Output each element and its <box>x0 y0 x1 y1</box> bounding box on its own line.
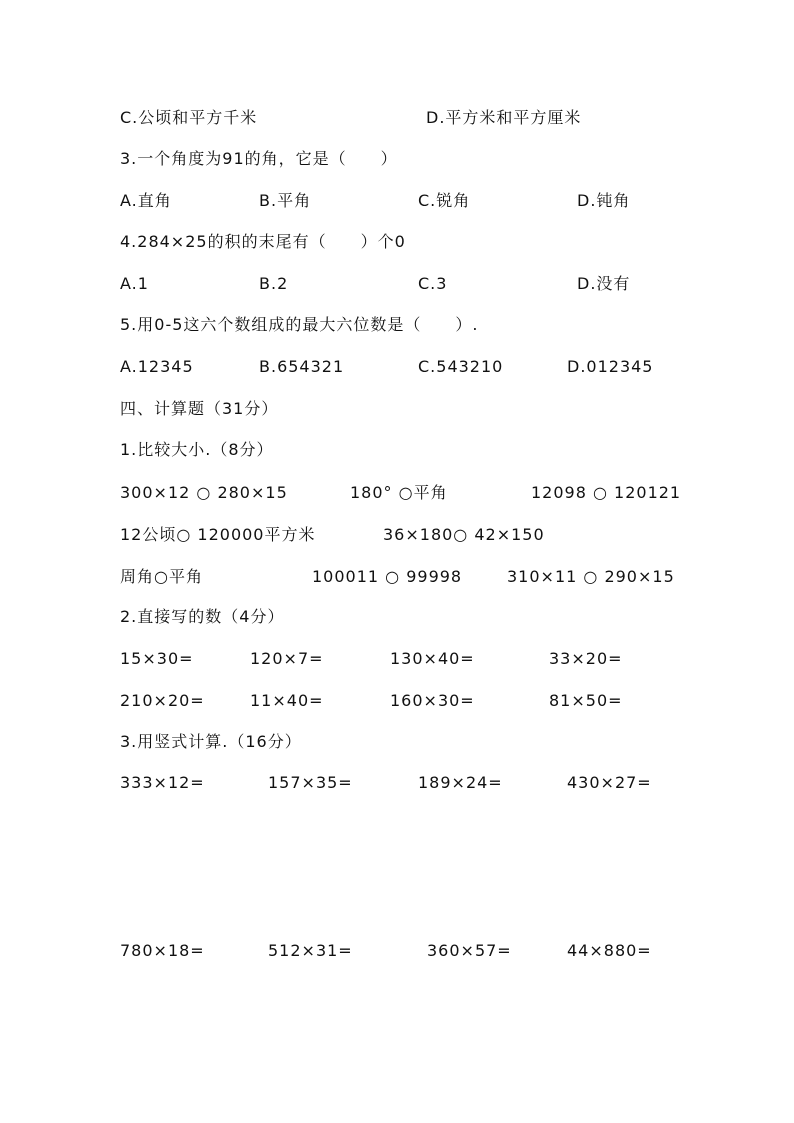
section-heading <box>0 396 794 422</box>
vertical-item: 430×27= <box>567 773 652 792</box>
vertical-item: 333×12= <box>120 773 205 792</box>
compare-item: 180° ○平角 <box>350 483 448 502</box>
direct-item: 160×30= <box>390 691 475 710</box>
vertical-item: 512×31= <box>268 941 353 960</box>
section-heading-text: 四、计算题（31分） <box>120 399 279 418</box>
q5-option-c: C.543210 <box>418 357 504 376</box>
vertical-item: 189×24= <box>418 773 503 792</box>
compare-item: 12098 ○ 120121 <box>531 483 682 502</box>
direct-item: 11×40= <box>250 691 324 710</box>
direct-item: 81×50= <box>549 691 623 710</box>
compare-title <box>0 437 794 463</box>
q2-option-c: C.公顷和平方千米 <box>120 108 258 127</box>
direct-row-1 <box>0 646 794 672</box>
compare-item: 300×12 ○ 280×15 <box>120 483 288 502</box>
vertical-item: 44×880= <box>567 941 652 960</box>
q5-option-a: A.12345 <box>120 357 194 376</box>
q5-options-row <box>0 354 794 380</box>
q3-question <box>0 146 794 172</box>
q4-option-a: A.1 <box>120 274 149 293</box>
q3-option-a: A.直角 <box>120 191 172 210</box>
compare-item: 100011 ○ 99998 <box>312 567 463 586</box>
direct-item: 120×7= <box>250 649 324 668</box>
q3-options-row <box>0 188 794 214</box>
q5-option-d: D.012345 <box>567 357 654 376</box>
q3-option-b: B.平角 <box>259 191 312 210</box>
vertical-row-2 <box>0 938 794 964</box>
q4-option-d: D.没有 <box>577 274 631 293</box>
q3-option-c: C.锐角 <box>418 191 471 210</box>
q2-option-d: D.平方米和平方厘米 <box>426 108 582 127</box>
compare-item: 周角○平角 <box>120 567 203 586</box>
vertical-item: 157×35= <box>268 773 353 792</box>
vertical-item: 780×18= <box>120 941 205 960</box>
compare-row-1 <box>0 480 794 506</box>
q5-question <box>0 312 794 338</box>
compare-item: 310×11 ○ 290×15 <box>507 567 675 586</box>
vertical-row-1 <box>0 770 794 796</box>
q4-question <box>0 229 794 255</box>
compare-item: 12公顷○ 120000平方米 <box>120 525 316 544</box>
compare-row-3 <box>0 564 794 590</box>
compare-item: 36×180○ 42×150 <box>383 525 545 544</box>
vertical-item: 360×57= <box>427 941 512 960</box>
direct-row-2 <box>0 688 794 714</box>
vertical-title-text: 3.用竖式计算.（16分） <box>120 732 302 751</box>
vertical-title <box>0 729 794 755</box>
q3-question-text: 3.一个角度为91的角，它是（ ） <box>120 149 398 168</box>
q5-question-text: 5.用0-5这六个数组成的最大六位数是（ ）. <box>120 315 479 334</box>
direct-item: 210×20= <box>120 691 205 710</box>
direct-item: 130×40= <box>390 649 475 668</box>
direct-title <box>0 604 794 630</box>
q5-option-b: B.654321 <box>259 357 345 376</box>
q4-option-b: B.2 <box>259 274 289 293</box>
q4-question-text: 4.284×25的积的末尾有（ ）个0 <box>120 232 406 251</box>
q3-option-d: D.钝角 <box>577 191 631 210</box>
q2-options-row <box>0 105 794 131</box>
compare-title-text: 1.比较大小.（8分） <box>120 440 274 459</box>
q4-options-row <box>0 271 794 297</box>
direct-item: 33×20= <box>549 649 623 668</box>
compare-row-2 <box>0 522 794 548</box>
q4-option-c: C.3 <box>418 274 448 293</box>
direct-item: 15×30= <box>120 649 194 668</box>
direct-title-text: 2.直接写的数（4分） <box>120 607 285 626</box>
